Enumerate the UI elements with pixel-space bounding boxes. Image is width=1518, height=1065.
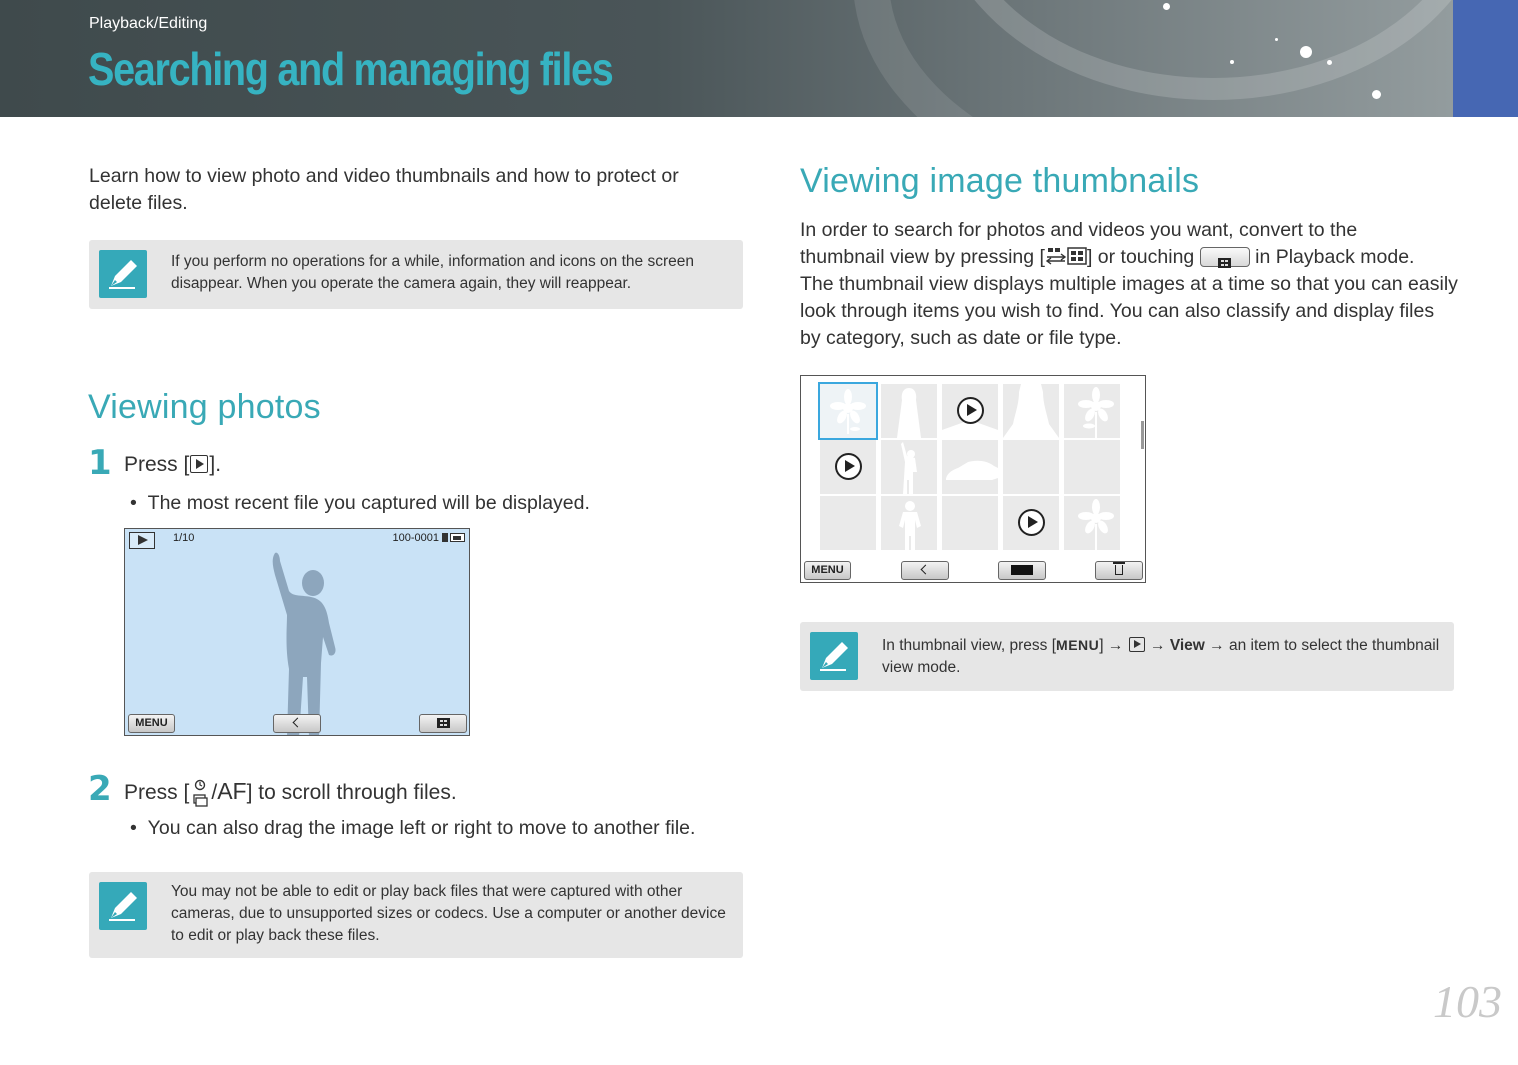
share-button[interactable] [273, 714, 321, 733]
thumbnail-intro-line2 [800, 244, 1460, 271]
pen-note-icon [810, 632, 858, 680]
self-timer-drive-icon [189, 779, 211, 809]
sparkle-dot [1230, 60, 1234, 64]
note-text-part: → an item to select the thumbnail view mode. [882, 637, 1440, 676]
note-box [89, 240, 743, 309]
thumbnail-cell[interactable] [820, 440, 876, 494]
thumbnail-view-button[interactable] [419, 714, 467, 733]
sparkle-dot [1163, 3, 1170, 10]
header-accent-tab [1453, 0, 1518, 117]
para-part: in Playback mode. [1255, 246, 1415, 268]
menu-button[interactable] [804, 561, 851, 580]
note-text-part: ] → [1099, 637, 1128, 654]
para-part: ] or touching [1086, 246, 1195, 268]
thumbnail-cell[interactable] [881, 496, 937, 550]
flower-thumbnail [1064, 384, 1120, 438]
child-thumbnail [881, 496, 937, 550]
view-menu-label: View [1169, 637, 1205, 654]
file-counter: 1/10 [173, 532, 195, 544]
menu-button-label: MENU [811, 564, 844, 576]
bullet-text: The most recent file you captured will be displayed. [147, 492, 590, 514]
note-box [800, 622, 1454, 691]
section-heading-viewing-photos: Viewing photos [88, 388, 321, 426]
note-text: If you perform no operations for a while, information and icons on the screen disappear. When you operate the camera again, they will reappear. [171, 253, 694, 292]
flower-thumbnail [820, 384, 876, 438]
memory-card-icon [442, 533, 448, 542]
thumbnail-cell[interactable] [820, 496, 876, 550]
breadcrumb: Playback/Editing [89, 15, 208, 32]
step-text-part: Press [ [124, 453, 190, 476]
grid-key-icon [1067, 247, 1087, 265]
portrait-thumbnail [1003, 384, 1059, 438]
step-text-part: ]. [209, 453, 222, 476]
child-silhouette [263, 551, 343, 736]
thumbnail-cell[interactable] [942, 496, 998, 550]
section-heading-thumbnails: Viewing image thumbnails [800, 162, 1200, 200]
step-text [124, 778, 457, 809]
step-text-part: Press [ [124, 781, 190, 804]
thumbnail-intro-rest: The thumbnail view displays multiple images at a time so that you can easily look through items you wish to find. You can also classify and display files by category, such as date or file type. [800, 273, 1458, 349]
single-view-icon [1011, 565, 1033, 575]
file-number: 100-0001 [392, 532, 439, 544]
share-icon [292, 718, 302, 728]
thumbnail-touch-button-icon [1200, 247, 1250, 267]
trash-icon [1115, 565, 1123, 575]
playback-key-icon [1129, 637, 1145, 652]
thumbnail-cell[interactable] [881, 440, 937, 494]
thumbnail-grid-icon [437, 718, 450, 728]
pen-note-icon [99, 882, 147, 930]
page-title: Searching and managing files [88, 43, 613, 95]
thumbnail-cell[interactable] [1003, 440, 1059, 494]
thumbnail-cell[interactable] [820, 384, 876, 438]
menu-button-label: MENU [135, 717, 168, 729]
pen-note-icon [99, 250, 147, 298]
thumbnail-cell[interactable] [1003, 384, 1059, 438]
video-play-icon [1018, 509, 1045, 536]
single-view-button[interactable] [998, 561, 1046, 580]
menu-button[interactable] [128, 714, 175, 733]
step-number: 1 [88, 443, 112, 483]
thumbnail-scrollbar[interactable] [1141, 421, 1144, 449]
step-text-part: / [211, 781, 218, 804]
intro-text: Learn how to view photo and video thumbnails and how to protect or delete files. [89, 165, 679, 214]
header-banner [0, 0, 1453, 117]
thumbnail-cell[interactable] [942, 384, 998, 438]
share-icon [920, 565, 930, 575]
child-thumbnail [881, 440, 937, 494]
menu-key-label: MENU [1056, 637, 1100, 653]
flower-thumbnail [1064, 496, 1120, 550]
camera-screen-thumbnail-view [800, 375, 1146, 583]
af-key-label: AF [217, 778, 247, 804]
sparkle-dot [1327, 60, 1332, 65]
thumbnail-cell[interactable] [1003, 496, 1059, 550]
note-text: You may not be able to edit or play back files that were captured with other cameras, due to unsupported sizes or codecs. Use a computer or another device to edit or play back these files. [171, 883, 726, 944]
video-play-icon [957, 397, 984, 424]
playback-key-icon [190, 455, 208, 473]
video-play-icon [835, 453, 862, 480]
sparkle-dot [1300, 46, 1312, 58]
display-toggle-icon [1045, 247, 1067, 265]
thumbnail-grid-icon [1218, 258, 1231, 268]
share-button[interactable] [901, 561, 949, 580]
thumbnail-cell[interactable] [942, 440, 998, 494]
bullet-item: • The most recent file you captured will be displayed. [130, 492, 590, 514]
note-text [882, 634, 1442, 679]
playback-mode-icon [129, 532, 155, 549]
thumbnail-cell[interactable] [1064, 384, 1120, 438]
thumbnail-cell[interactable] [1064, 440, 1120, 494]
note-text-part: In thumbnail view, press [ [882, 637, 1057, 654]
para-part: thumbnail view by pressing [ [800, 246, 1045, 268]
thumbnail-cell[interactable] [1064, 496, 1120, 550]
page-number: 103 [1433, 976, 1502, 1027]
delete-button[interactable] [1095, 561, 1143, 580]
thumbnail-cell[interactable] [881, 384, 937, 438]
woman-thumbnail [881, 384, 937, 438]
battery-icon [450, 533, 465, 542]
camera-screen-single-view [124, 528, 470, 736]
note-box [89, 872, 743, 958]
thumbnail-intro-line1: In order to search for photos and videos you want, convert to the [800, 219, 1358, 241]
note-text-part: → [1145, 637, 1170, 654]
step-text [124, 453, 221, 477]
step-text-part: ] to scroll through files. [246, 781, 457, 804]
car-thumbnail [942, 440, 998, 494]
bullet-text: You can also drag the image left or right to move to another file. [147, 817, 696, 839]
bullet-item: • You can also drag the image left or right to move to another file. [130, 817, 696, 839]
sparkle-dot [1275, 38, 1278, 41]
step-number: 2 [88, 769, 112, 809]
sparkle-dot [1372, 90, 1381, 99]
